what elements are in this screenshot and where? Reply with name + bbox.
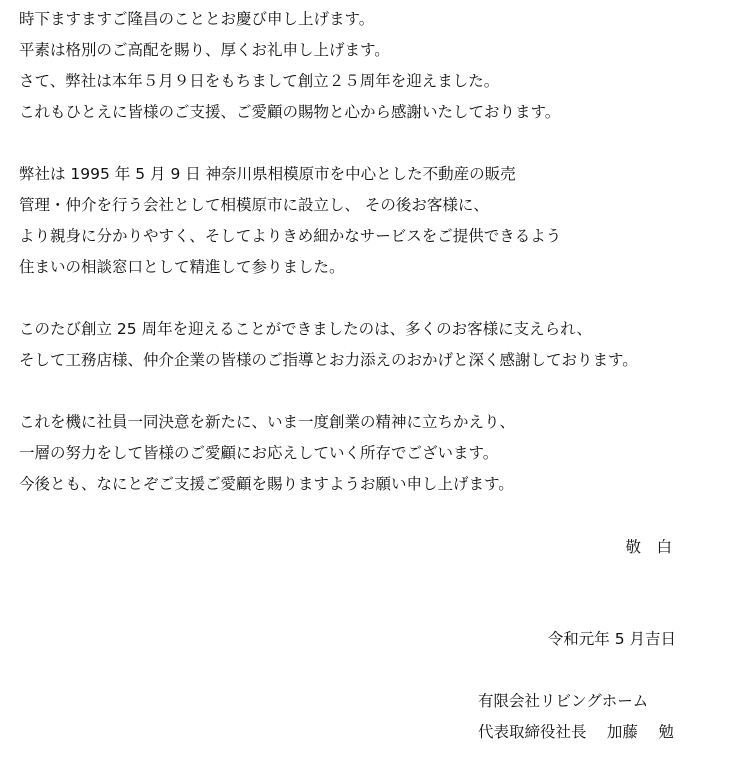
closing-keihaku: 敬 白: [625, 538, 672, 556]
paragraph-1-line-1: 時下ますますご隆昌のこととお慶び申し上げます。: [19, 10, 375, 28]
paragraph-2-line-3: より親身に分かりやすく、そしてよりきめ細かなサービスをご提供できるよう: [19, 227, 562, 245]
paragraph-1-line-4: これもひとえに皆様のご支援、ご愛顧の賜物と心から感謝いたしております。: [19, 103, 561, 121]
paragraph-4-line-1: これを機に社員一同決意を新たに、いま一度創業の精神に立ちかえり、: [19, 413, 516, 431]
paragraph-4-line-2: 一層の努力をして皆様のご愛顧にお応えしていく所存でございます。: [19, 444, 499, 462]
company-name: 有限会社リビングホーム: [478, 692, 649, 710]
paragraph-1-line-2: 平素は格別のご高配を賜り、厚くお礼申し上げます。: [19, 41, 390, 59]
paragraph-4-line-3: 今後とも、なにとぞご支援ご愛顧を賜りますようお願い申し上げます。: [19, 475, 514, 493]
paragraph-2-line-4: 住まいの相談窓口として精進して参りました。: [19, 258, 345, 276]
paragraph-2-line-1: 弊社は 1995 年 5 月 9 日 神奈川県相模原市を中心とした不動産の販売: [19, 165, 516, 183]
paragraph-3-line-2: そして工務店様、仲介企業の皆様のご指導とお力添えのおかげと深く感謝しております。: [19, 351, 638, 369]
representative-name: 代表取締役社長 加藤 勉: [478, 723, 674, 741]
paragraph-1-line-3: さて、弊社は本年５月９日をもちまして創立２５周年を迎えました。: [19, 72, 500, 90]
letter-date: 令和元年 5 月吉日: [547, 630, 676, 648]
paragraph-2-line-2: 管理・仲介を行う会社として相模原市に設立し、 その後お客様に、: [19, 196, 489, 214]
paragraph-3-line-1: このたび創立 25 周年を迎えることができましたのは、多くのお客様に支えられ、: [19, 320, 593, 338]
